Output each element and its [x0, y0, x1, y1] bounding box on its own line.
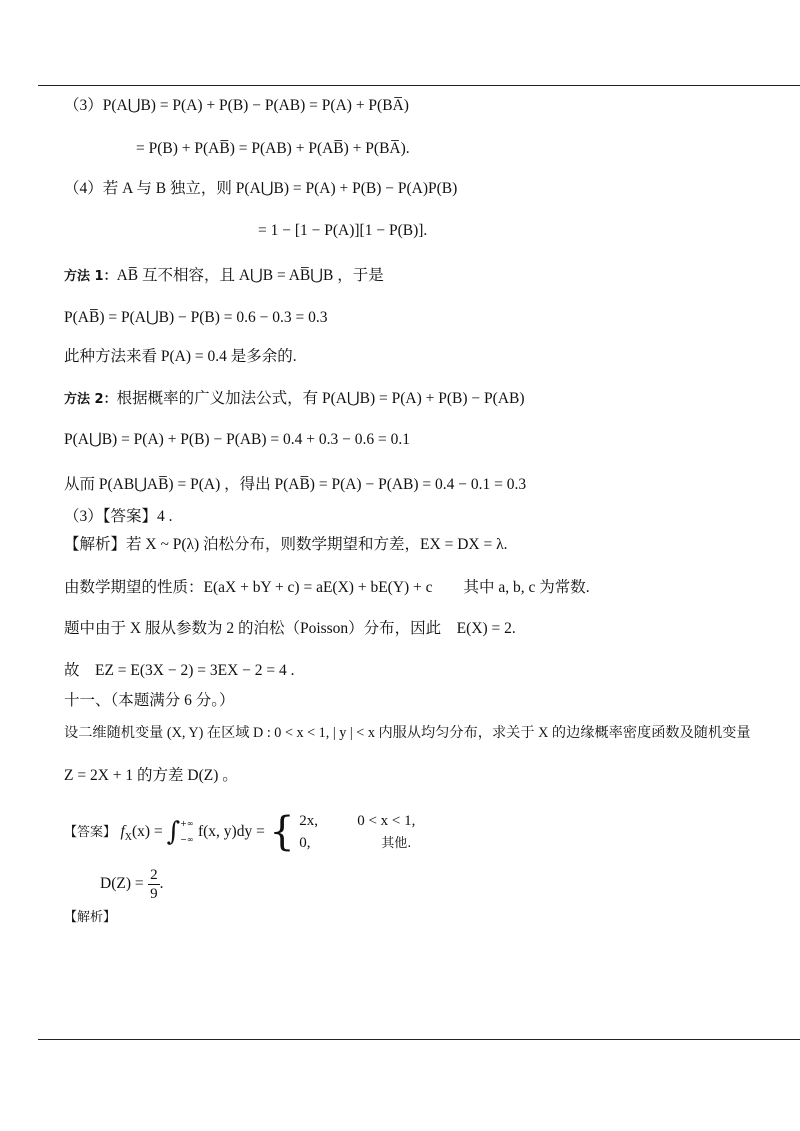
- method-text: 根据概率的广义加法公式，有 P(A⋃B) = P(A) + P(B) − P(AB): [116, 390, 525, 407]
- method-label: 方法 2：: [64, 392, 117, 407]
- text-line: P(A⋃B) = P(A) + P(B) − P(AB) = 0.4 + 0.3 − 0.6 = 0.1: [64, 431, 411, 448]
- top-rule: [38, 85, 800, 86]
- text-line: 此种方法来看 P(A) = 0.4 是多余的.: [64, 348, 297, 365]
- integral-sign: ∫: [166, 817, 181, 847]
- answer-label: 【答案】: [64, 825, 117, 840]
- text-line: 题中由于 X 服从参数为 2 的泊松（Poisson）分布，因此 E(X) = 2.: [64, 620, 516, 637]
- text-line: = P(B) + P(AB̅) = P(AB) + P(AB̅) + P(BA̅).: [136, 140, 410, 157]
- text-line: P(AB̅) = P(A⋃B) − P(B) = 0.6 − 0.3 = 0.3: [64, 309, 328, 326]
- text-line: [64, 266, 384, 287]
- text-line: 设二维随机变量 (X, Y) 在区域 D : 0 < x < 1, | y | < x 内服从均匀分布，求关于 X 的边缘概率密度函数及随机变量: [64, 725, 751, 741]
- text-line: （4）若 A 与 B 独立，则 P(A⋃B) = P(A) + P(B) − P(A)P(B): [64, 180, 458, 197]
- text-line: [64, 389, 525, 410]
- method-label: 方法 1：: [64, 269, 117, 284]
- method-text: AB̅ 互不相容，且 A⋃B = AB̅⋃B ，于是: [116, 267, 384, 284]
- brace-icon: {: [269, 809, 295, 855]
- variance-formula: D(Z) = $\frac{2}{9}$ .: [100, 866, 164, 902]
- section-heading: 十一、（本题满分 6 分。）: [64, 692, 235, 709]
- formula-lhs: $f_X(x)$ =: [120, 823, 167, 844]
- text-line: （3）【答案】4 .: [64, 508, 173, 525]
- piecewise-cases: 2x, 0 < x < 1, 0, 其他.: [299, 812, 416, 851]
- bottom-rule: [38, 1039, 800, 1040]
- fraction: $\frac{2}{9}$: [150, 866, 158, 902]
- answer-formula: [64, 808, 415, 862]
- text-line: 从而 P(AB⋃AB̅) = P(A) ，得出 P(AB̅) = P(A) − P(AB) = 0.4 − 0.1 = 0.3: [64, 476, 527, 493]
- integrand: f(x, y)dy =: [197, 823, 265, 840]
- text-line: 【解析】若 X ~ P(λ) 泊松分布，则数学期望和方差，EX = DX = λ.: [64, 536, 508, 553]
- text-line: （3）P(A⋃B) = P(A) + P(B) − P(AB) = P(A) + P(BA̅): [64, 97, 409, 114]
- analysis-label: 【解析】: [64, 910, 117, 925]
- text-line: Z = 2X + 1 的方差 D(Z) 。: [64, 767, 238, 784]
- text-line: 由数学期望的性质：E(aX + bY + c) = aE(X) + bE(Y) + c 其中 a, b, c 为常数.: [64, 579, 590, 596]
- integral-limits: +∞ −∞: [180, 819, 194, 844]
- text-line: 故 EZ = E(3X − 2) = 3EX − 2 = 4 .: [64, 662, 295, 679]
- text-line: = 1 − [1 − P(A)][1 − P(B)].: [258, 222, 428, 239]
